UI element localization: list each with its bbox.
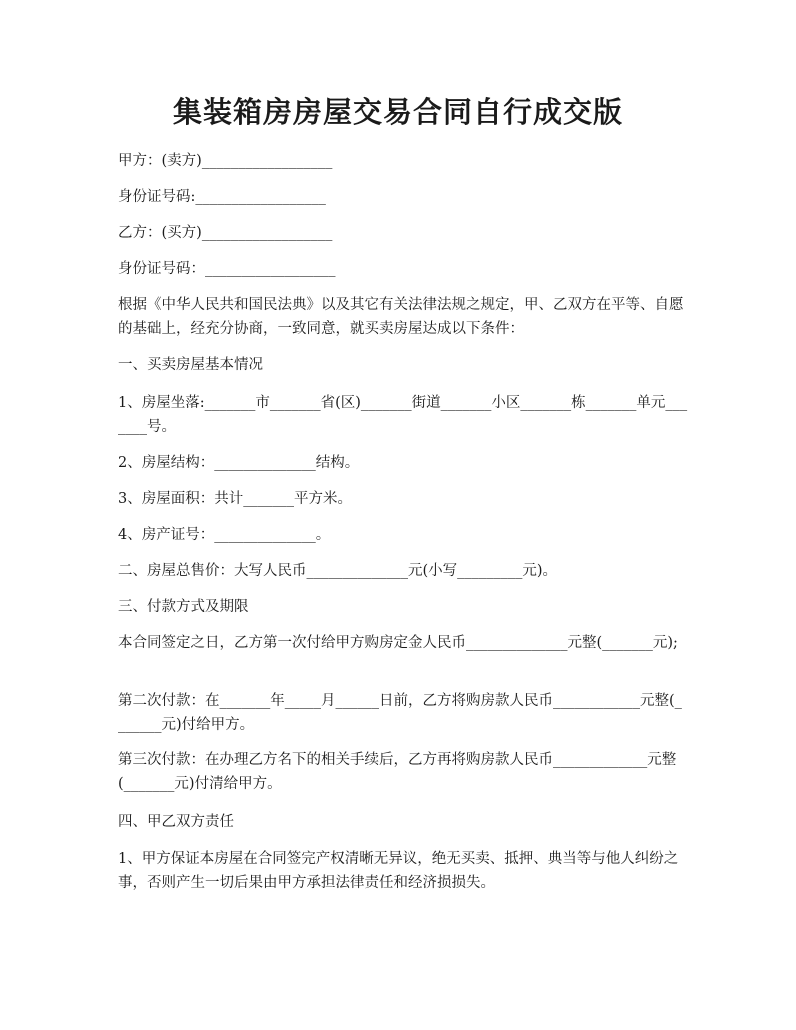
document-title: 集装箱房房屋交易合同自行成交版	[172, 95, 623, 129]
payment-first-installment: 本合同签定之日，乙方第一次付给甲方购房定金人民币______________元整(_______元);	[118, 635, 678, 651]
clause-house-structure: 2、房屋结构：______________结构。	[118, 455, 360, 471]
party-b-buyer-line: 乙方：(买方)__________________	[118, 225, 333, 241]
payment-second-installment: 第二次付款：在_______年_____月______日前，乙方将购房款人民币____________元整(_______元)付给甲方。	[118, 693, 682, 733]
party-a-id-line: 身份证号码:__________________	[118, 189, 326, 205]
clause-house-location: 1、房屋坐落:_______市_______省(区)_______街道_______小区_______栋_______单元_______号。	[118, 395, 688, 435]
payment-third-installment: 第三次付款：在办理乙方名下的相关手续后，乙方再将购房款人民币_____________元整(_______元)付清给甲方。	[118, 752, 677, 792]
section-4-heading: 四、甲乙双方责任	[118, 814, 234, 830]
clause-house-area: 3、房屋面积：共计_______平方米。	[118, 491, 352, 507]
party-a-seller-line: 甲方：(卖方)__________________	[118, 153, 333, 169]
clause-party-a-guarantee: 1、甲方保证本房屋在合同签完产权清晰无异议，绝无买卖、抵押、典当等与他人纠纷之事，否则产生一切后果由甲方承担法律责任和经济损损失。	[118, 851, 679, 891]
section-3-heading: 三、付款方式及期限	[118, 599, 249, 615]
clause-property-certificate: 4、房产证号：______________。	[118, 527, 331, 543]
party-b-id-line: 身份证号码：__________________	[118, 261, 336, 277]
section-2-total-price: 二、房屋总售价：大写人民币______________元(小写_________元)。	[118, 563, 558, 579]
preamble-paragraph: 根据《中华人民共和国民法典》以及其它有关法律法规之规定，甲、乙双方在平等、自愿的基础上，经充分协商，一致同意，就买卖房屋达成以下条件：	[118, 297, 684, 337]
section-1-heading: 一、买卖房屋基本情况	[118, 357, 263, 373]
